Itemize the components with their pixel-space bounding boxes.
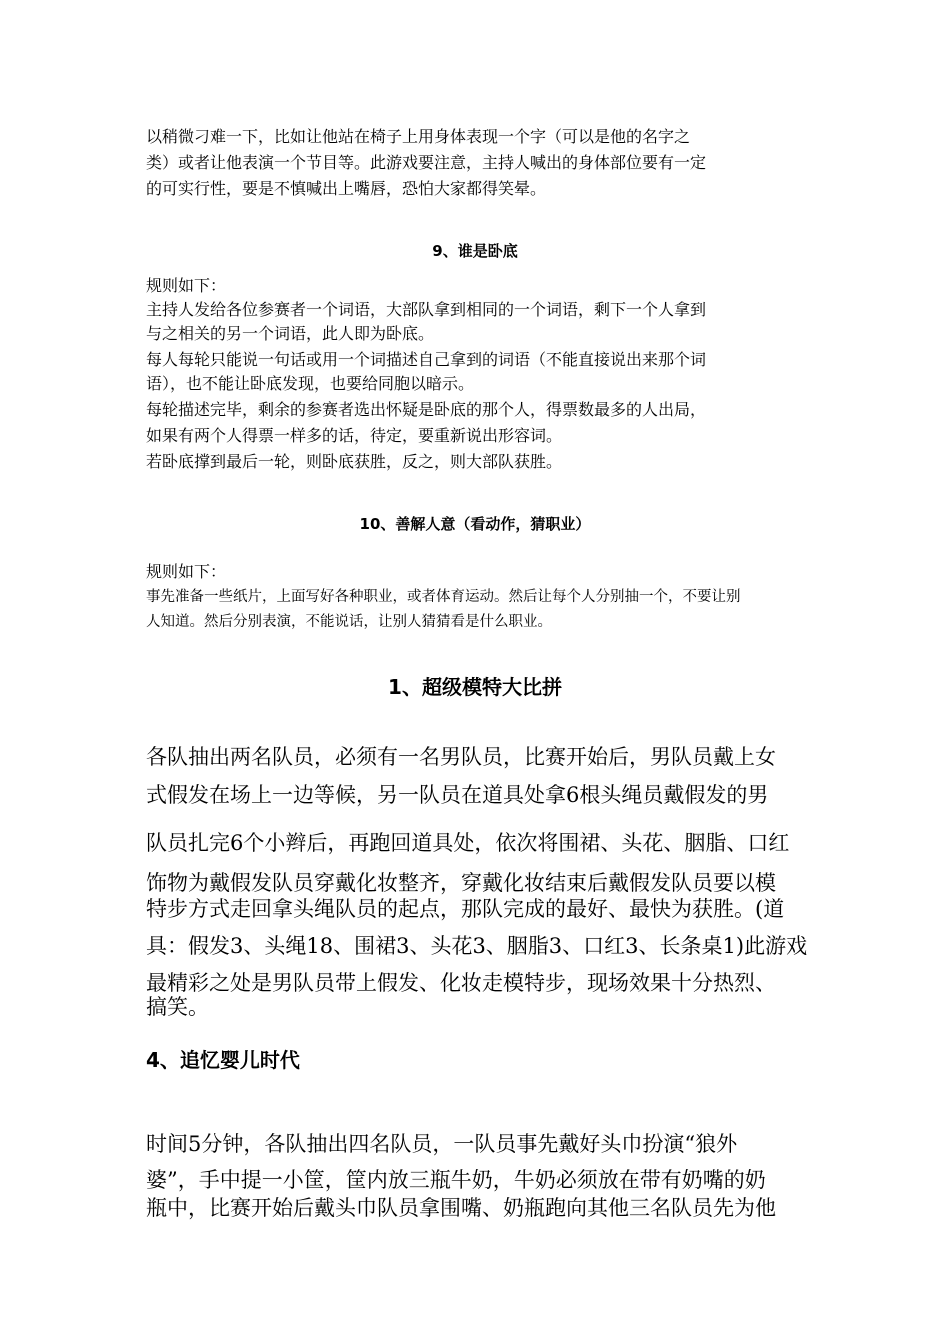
section-1-title: 1、超级模特大比拼 [388, 675, 562, 699]
section-10-title: 10、善解人意（看动作，猜职业） [359, 515, 591, 533]
intro-line-2: 类）或者让他表演一个节目等。此游戏要注意，主持人喊出的身体部位要有一定 [146, 153, 707, 172]
section-10-line: 事先准备一些纸片，上面写好各种职业，或者体育运动。然后让每个人分别抽一个，不要让别 [146, 589, 741, 605]
section-9-line: 每轮描述完毕，剩余的参赛者选出怀疑是卧底的那个人，得票数最多的人出局， [146, 400, 707, 419]
section-1-line: 饰物为戴假发队员穿戴化妆整齐，穿戴化妆结束后戴假发队员要以模 [146, 871, 776, 895]
section-1-line: 搞笑。 [146, 995, 209, 1019]
section-9-line: 语），也不能让卧底发现，也要给同胞以暗示。 [146, 374, 475, 393]
intro-line-1: 以稍微刁难一下，比如让他站在椅子上用身体表现一个字（可以是他的名字之 [146, 127, 691, 146]
section-1-line: 特步方式走回拿头绳队员的起点，那队完成的最好、最快为获胜。(道 [146, 897, 785, 921]
section-9-line: 每人每轮只能说一句话或用一个词描述自己拿到的词语（不能直接说出来那个词 [146, 350, 707, 369]
section-1-line: 队员扎完6个小辫后，再跑回道具处，依次将围裙、头花、胭脂、口红 [146, 831, 790, 855]
section-4-title: 4、追忆婴儿时代 [146, 1048, 300, 1072]
section-4-line: 瓶中，比赛开始后戴头巾队员拿围嘴、奶瓶跑向其他三名队员先为他 [146, 1196, 776, 1220]
section-1-line: 具：假发3、头绳18、围裙3、头花3、胭脂3、口红3、长条桌1)此游戏 [146, 934, 808, 958]
section-10-line: 人知道。然后分别表演，不能说话，让别人猜猜看是什么职业。 [146, 614, 552, 630]
section-9-line: 与之相关的另一个词语，此人即为卧底。 [146, 324, 435, 343]
section-1-line: 式假发在场上一边等候，另一队员在道具处拿6根头绳员戴假发的男 [146, 783, 769, 807]
section-1-line: 各队抽出两名队员，必须有一名男队员，比赛开始后，男队员戴上女 [146, 745, 776, 769]
section-9-line: 规则如下： [146, 276, 227, 295]
section-1-line: 最精彩之处是男队员带上假发、化妆走模特步，现场效果十分热烈、 [146, 971, 776, 995]
section-9-title: 9、谁是卧底 [432, 242, 518, 260]
section-4-line: 时间5分钟，各队抽出四名队员，一队员事先戴好头巾扮演“狼外 [146, 1132, 738, 1156]
section-10-rules-label: 规则如下： [146, 562, 227, 581]
section-9-line: 如果有两个人得票一样多的话，待定，要重新说出形容词。 [146, 426, 563, 445]
intro-line-3: 的可实行性，要是不慎喊出上嘴唇，恐怕大家都得笑晕。 [146, 179, 547, 198]
section-4-line: 婆”，手中提一小筐，筐内放三瓶牛奶，牛奶必须放在带有奶嘴的奶 [146, 1168, 766, 1192]
section-9-line: 主持人发给各位参赛者一个词语，大部队拿到相同的一个词语，剩下一个人拿到 [146, 300, 707, 319]
section-9-line: 若卧底撑到最后一轮，则卧底获胜，反之，则大部队获胜。 [146, 452, 563, 471]
